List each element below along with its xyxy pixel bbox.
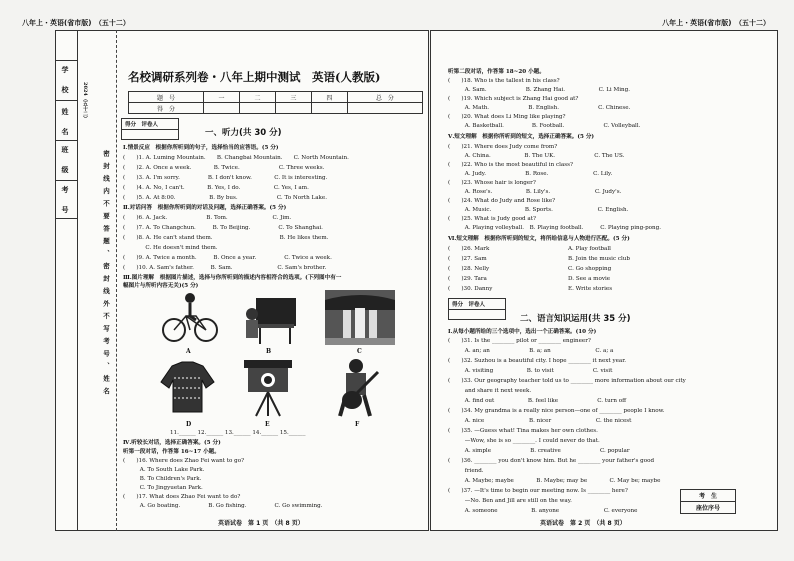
question-20-options: A. Basketball. B. Football. C. Volleyball. (448, 123, 641, 129)
part3-heading-2: 幅图片与所听内容无关)(5 分) (123, 283, 199, 289)
question-35-continued: —Wow, she is so ________. I could never do that. (448, 438, 600, 444)
part4-heading: Ⅳ.听较长对话，选择正确答案。(5 分) (123, 440, 221, 446)
question-22-options: A. Judy. B. Rose. C. Lily. (448, 171, 613, 177)
question-22: ( )22. Who is the most beautiful in class? (448, 162, 573, 168)
question-16-c: C. To Jingyuetan Park. (123, 485, 203, 491)
question-36-continued: friend. (448, 468, 484, 474)
question-6: ( )6. A. Jack. B. Tom. C. Jim. (123, 215, 292, 221)
question-23-options: A. Rose's. B. Lily's. C. Judy's. (448, 189, 622, 195)
question-18: ( )18. Who is the tallest in his class? (448, 78, 560, 84)
section1-title: 一、听力(共 30 分) (205, 128, 282, 138)
question-19: ( )19. Which subject is Zhang Hai good at? (448, 96, 579, 102)
question-33: ( )33. Our geography teacher told us to ________ more information about our city (448, 378, 686, 384)
question-2: ( )2. A. Once a week. B. Twice. C. Three weeks. (123, 165, 325, 171)
question-9: ( )9. A. Twice a month. B. Once a year. C. Twice a week. (123, 255, 332, 261)
question-8-option-c: C. He doesn't mind them. (123, 245, 218, 251)
match-26: ( )26. Mark (448, 246, 490, 252)
score-col-2: 二 (240, 92, 276, 103)
question-33-options: A. find out B. feel like C. turn off (448, 398, 627, 404)
question-25: ( )25. What is Judy good at? (448, 216, 536, 222)
question-19-options: A. Math. B. English. C. Chinese. (448, 105, 631, 111)
section2-title: 二、语言知识运用(共 35 分) (520, 314, 631, 324)
right-page-footer: 英语试卷 第 2 页 （共 8 页） (540, 520, 626, 527)
picture-label-b: B (266, 348, 272, 355)
question-16: ( )16. Where does Zhao Fei want to go? (123, 458, 245, 464)
exam-number-label: 考 号 (61, 186, 69, 216)
part6-heading: Ⅵ.短文理解 根据你所听到的短文，将所给信息与人物进行匹配。(5 分) (448, 236, 630, 242)
year-code: 2024（五十二） (82, 82, 88, 121)
part4-intro: 听第一段对话，作答第 16~17 小题。 (123, 449, 220, 455)
score-col-total: 总 分 (347, 92, 422, 103)
picture-label-f: F (355, 421, 360, 428)
match-option-c: C. Go shopping (568, 266, 612, 272)
class-label: 班 级 (61, 146, 69, 176)
school-label: 学 校 (61, 66, 69, 96)
seat-box-label-2: 座位序号 (695, 505, 720, 512)
part2-heading: Ⅱ.对话问答 根据你所听到的对话及问题，选择正确答案。(5 分) (123, 205, 287, 211)
question-35-options: A. simple B. creative C. popular (448, 448, 630, 454)
score-col-3: 三 (275, 92, 311, 103)
picture-label-a: A (186, 348, 191, 355)
picture-label-d: D (186, 421, 192, 428)
question-17-options: A. Go boating. B. Go fishing. C. Go swimming. (123, 503, 323, 509)
question-3: ( )3. A. I'm sorry. B. I don't know. C. It is interesting. (123, 175, 328, 181)
score-row-label: 得 分 (129, 103, 204, 114)
question-37-options: A. someone B. anyone C. everyone (448, 508, 638, 514)
question-36: ( )36. ________ you don't know him. But he ________ your father's good (448, 458, 655, 464)
sweater-image (160, 360, 215, 415)
question-25-options: A. Playing volleyball. B. Playing football. C. Playing ping-pong. (448, 225, 661, 231)
seat-box-label-1: 考 生 (681, 490, 735, 502)
boy-guitar-image (330, 358, 385, 418)
question-34: ( )34. My grandma is a really nice person—one of ________ people I know. (448, 408, 665, 414)
camera-tripod-image (240, 358, 300, 418)
score-col-1: 一 (204, 92, 240, 103)
question-23: ( )23. Whose hair is longer? (448, 180, 536, 186)
score-header: 题 号 (129, 92, 204, 103)
question-35: ( )35. —Guess what! Tina makes her own clothes. (448, 428, 598, 434)
question-5: ( )5. A. At 8:00. B. By bus. C. To North Lake. (123, 195, 328, 201)
question-37: ( )37. —It's time to begin our meeting now. Is ________ here? (448, 488, 628, 494)
match-option-a: A. Play football (568, 246, 611, 252)
picture-label-c: C (357, 348, 362, 355)
question-36-options: A. Maybe; maybe B. Maybe; may be C. May be; maybe (448, 478, 661, 484)
seat-number-box (680, 489, 736, 514)
name-label: 姓 名 (61, 108, 69, 138)
question-16-b: B. To Children's Park. (123, 476, 202, 482)
match-option-e: E. Write stories (568, 286, 613, 292)
question-37-continued: —No. Ben and Jill are still on the way. (448, 498, 572, 504)
question-32-options: A. visiting B. to visit C. visit (448, 368, 613, 374)
waterfall-image (325, 290, 395, 345)
boy-bicycle-image (160, 290, 220, 345)
question-18-options: A. Sam. B. Zhang Hai. C. Li Ming. (448, 87, 630, 93)
question-20: ( )20. What does Li Ming like playing? (448, 114, 566, 120)
match-27: ( )27. Sam (448, 256, 487, 262)
match-option-b: B. Join the music club (568, 256, 630, 262)
question-8: ( )8. A. He can't stand them. B. He likes them. (123, 235, 329, 241)
match-29: ( )29. Tara (448, 276, 487, 282)
part3-heading: Ⅲ.图片理解 根据图片描述，选择与你所听到的描述内容相符合的选项。(下列图中有一 (123, 275, 342, 281)
left-page-header: 八年上・英语(省市版) （五十二） (22, 19, 130, 27)
question-21: ( )21. Where does Judy come from? (448, 144, 558, 150)
question-31: ( )31. Is the ________ pilot or ________ engineer? (448, 338, 591, 344)
part5-heading: Ⅴ.短文理解 根据你所听到的短文，选择正确答案。(5 分) (448, 134, 595, 140)
exam-title: 名校调研系列卷・八年上期中测试 英语(人教版) (128, 70, 381, 84)
seal-line-text: 密封线内不要答题、密封线外不写考号、姓名 (102, 150, 110, 400)
grader-box: 得分 评卷人 (121, 118, 179, 140)
piano-image (240, 290, 300, 345)
question-1: ( )1. A. Luming Mountain. B. Changbai Mountain. C. North Mountain. (123, 155, 349, 161)
question-33-continued: and share it next week. (448, 388, 532, 394)
part1-heading: Ⅰ.情景反应 根据你所听到的句子，选择恰当的应答语。(5 分) (123, 145, 279, 151)
question-24-options: A. Music. B. Sports. C. English. (448, 207, 629, 213)
question-32: ( )32. Suzhou is a beautiful city. I hope ________ it next year. (448, 358, 627, 364)
grader-box-2: 得分 评卷人 (448, 298, 506, 320)
question-34-options: A. nice B. nicer C. the nicest (448, 418, 632, 424)
score-table (128, 91, 423, 114)
picture-answer-blanks[interactable]: 11.______ 12.______ 13.______ 14.______ 15.______ (170, 430, 306, 436)
question-17: ( )17. What does Zhao Fei want to do? (123, 494, 241, 500)
question-7: ( )7. A. To Changchun. B. To Beijing. C. To Shanghai. (123, 225, 323, 231)
question-21-options: A. China. B. The UK. C. The US. (448, 153, 625, 159)
score-col-4: 四 (311, 92, 347, 103)
picture-label-e: E (265, 421, 270, 428)
question-24: ( )24. What do Judy and Rose like? (448, 198, 556, 204)
right-page-header: 八年上・英语(省市版) （五十二） (662, 19, 770, 27)
question-31-options: A. an; an B. a; an C. a; a (448, 348, 614, 354)
match-option-d: D. See a movie (568, 276, 611, 282)
dialogue2-intro: 听第二段对话，作答第 18~20 小题。 (448, 69, 545, 75)
question-4: ( )4. A. No, I can't. B. Yes, I do. C. Yes, I am. (123, 185, 309, 191)
match-30: ( )30. Danny (448, 286, 493, 292)
match-28: ( )28. Nelly (448, 266, 490, 272)
question-10: ( )10. A. Sam's father. B. Sam. C. Sam's brother. (123, 265, 327, 271)
left-page-footer: 英语试卷 第 1 页 （共 8 页） (218, 520, 304, 527)
question-16-a: A. To South Lake Park. (123, 467, 205, 473)
section2-part1-heading: Ⅰ.从每小题所给的三个选项中，选出一个正确答案。(10 分) (448, 329, 597, 335)
